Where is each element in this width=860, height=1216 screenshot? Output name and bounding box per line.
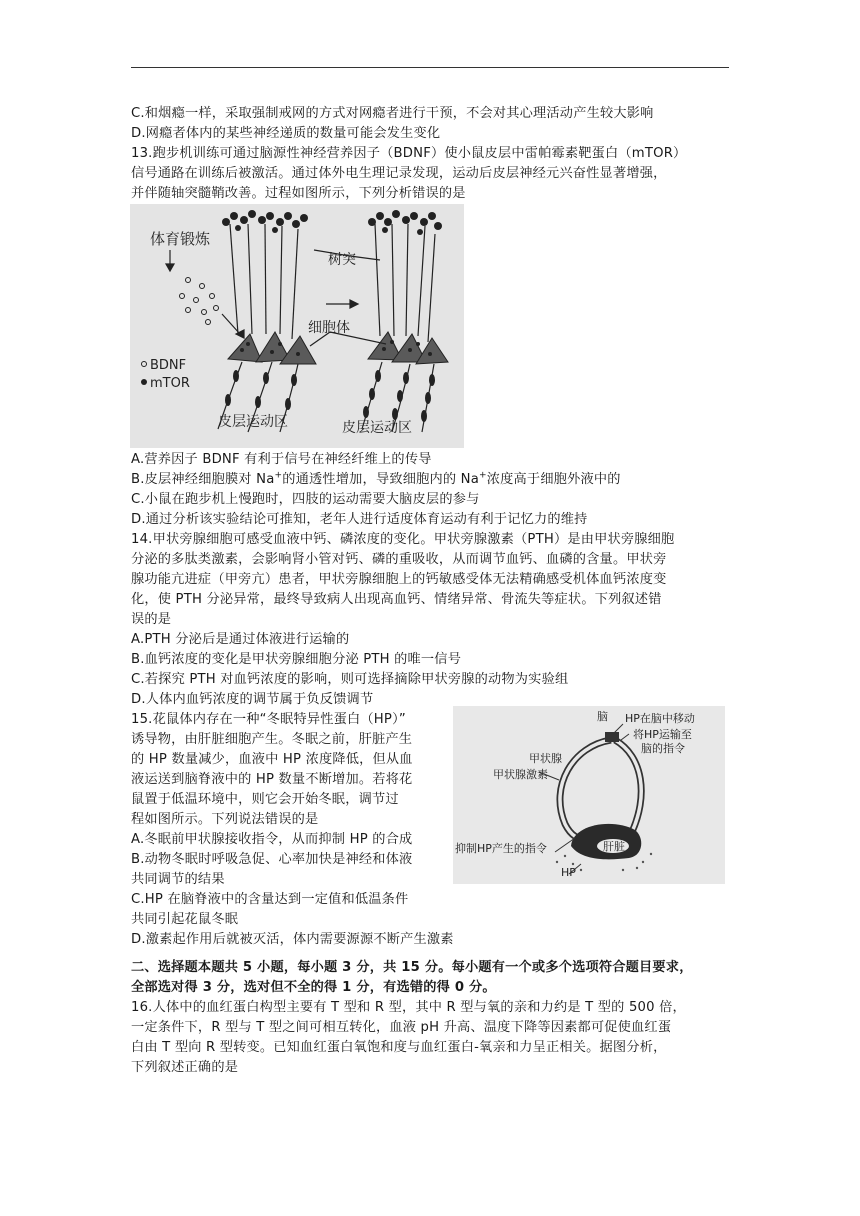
label-inhibit: 抑制HP产生的指令 bbox=[455, 842, 547, 855]
q15-stem-line-5: 鼠置于低温环境中，则它会开始冬眠，调节过 bbox=[131, 792, 399, 807]
label-dendrite: 树突 bbox=[328, 252, 356, 268]
section-2-heading-line-1: 二、选择题本题共 5 小题，每小题 3 分，共 15 分。每小题有一个或多个选项符合题目要求， bbox=[131, 960, 693, 975]
label-brain: 脑 bbox=[597, 710, 608, 723]
label-transport-2: 脑的指令 bbox=[641, 742, 685, 755]
q15-option-b-cont: 共同调节的结果 bbox=[131, 872, 225, 887]
q15-option-c-cont: 共同引起花鼠冬眠 bbox=[131, 912, 239, 927]
figure-neuron-exercise bbox=[130, 204, 464, 448]
q14-stem-line-1: 14.甲状旁腺细胞可感受血液中钙、磷浓度的变化。甲状旁腺激素（PTH）是由甲状旁腺细胞 bbox=[131, 532, 675, 547]
q15-option-b: B.动物冬眠时呼吸急促、心率加快是神经和体液 bbox=[131, 852, 413, 867]
legend-mtor: mTOR bbox=[150, 376, 190, 391]
q15-stem-line-3: 的 HP 数量减少，血液中 HP 浓度降低，但从血 bbox=[131, 752, 413, 767]
figure-hibernation-regulation bbox=[453, 706, 725, 884]
section-2-heading-line-2: 全部选对得 3 分，选对但不全的得 1 分，有选错的得 0 分。 bbox=[131, 980, 496, 995]
q13-option-c: C.小鼠在跑步机上慢跑时，四肢的运动需要大脑皮层的参与 bbox=[131, 492, 480, 507]
q15-stem-line-2: 诱导物，由肝脏细胞产生。冬眠之前，肝脏产生 bbox=[131, 732, 413, 747]
q13-option-d: D.通过分析该实验结论可推知，老年人进行适度体育运动有利于记忆力的维持 bbox=[131, 512, 588, 527]
q13-stem-line-1: 13.跑步机训练可通过脑源性神经营养因子（BDNF）使小鼠皮层中雷帕霉素靶蛋白（mTOR） bbox=[131, 146, 687, 161]
q14-option-b: B.血钙浓度的变化是甲状旁腺细胞分泌 PTH 的唯一信号 bbox=[131, 652, 462, 667]
q16-stem-line-3: 白由 T 型向 R 型转变。已知血红蛋白氧饱和度与血红蛋白-氧亲和力呈正相关。据图分析， bbox=[131, 1040, 667, 1055]
q15-option-d: D.激素起作用后就被灭活，体内需要源源不断产生激素 bbox=[131, 932, 454, 947]
q16-stem-line-2: 一定条件下，R 型与 T 型之间可相互转化，血液 pH 升高、温度下降等因素都可促使血红蛋 bbox=[131, 1020, 672, 1035]
q12-option-d: D.网瘾者体内的某些神经递质的数量可能会发生变化 bbox=[131, 126, 441, 141]
legend-bdnf: BDNF bbox=[150, 358, 187, 373]
q14-option-a: A.PTH 分泌后是通过体液进行运输的 bbox=[131, 632, 350, 647]
label-thyroid-hormone: 甲状腺激素 bbox=[493, 768, 548, 781]
label-hp: HP bbox=[561, 866, 576, 879]
q13-stem-line-2: 信号通路在训练后被激活。通过体外电生理记录发现，运动后皮层神经元兴奋性显著增强， bbox=[131, 166, 667, 181]
label-exercise: 体育锻炼 bbox=[150, 230, 211, 248]
q13-option-a: A.营养因子 BDNF 有利于信号在神经纤维上的传导 bbox=[131, 452, 432, 467]
q14-option-d: D.人体内血钙浓度的调节属于负反馈调节 bbox=[131, 692, 374, 707]
label-thyroid: 甲状腺 bbox=[529, 752, 562, 765]
q15-stem-line-4: 液运送到脑脊液中的 HP 数量不断增加。若将花 bbox=[131, 772, 413, 787]
q15-option-c: C.HP 在脑脊液中的含量达到一定值和低温条件 bbox=[131, 892, 409, 907]
header-rule bbox=[131, 67, 729, 68]
q16-stem-line-1: 16.人体中的血红蛋白构型主要有 T 型和 R 型，其中 R 型与氧的亲和力约是 T 型的 500 倍， bbox=[131, 1000, 686, 1015]
q15-option-a: A.冬眠前甲状腺接收指令，从而抑制 HP 的合成 bbox=[131, 832, 413, 847]
q15-stem-line-6: 程如图所示。下列说法错误的是 bbox=[131, 812, 319, 827]
q14-stem-line-4: 化，使 PTH 分泌异常，最终导致病人出现高血钙、情绪异常、骨流失等症状。下列叙述错 bbox=[131, 592, 662, 607]
q14-option-c: C.若探究 PTH 对血钙浓度的影响，则可选择摘除甲状旁腺的动物为实验组 bbox=[131, 672, 569, 687]
q16-stem-line-4: 下列叙述正确的是 bbox=[131, 1060, 239, 1075]
q15-stem-line-1: 15.花鼠体内存在一种“冬眠特异性蛋白（HP）” bbox=[131, 712, 406, 727]
q13-option-b: B.皮层神经细胞膜对 Na+的通透性增加，导致细胞内的 Na+浓度高于细胞外液中的 bbox=[131, 470, 621, 487]
label-transport-1: 将HP运输至 bbox=[633, 728, 692, 741]
label-cortex-left: 皮层运动区 bbox=[218, 414, 288, 430]
q13-stem-line-3: 并伴随轴突髓鞘改善。过程如图所示，下列分析错误的是 bbox=[131, 186, 466, 201]
q14-stem-line-3: 腺功能亢进症（甲旁亢）患者，甲状旁腺细胞上的钙敏感受体无法精确感受机体血钙浓度变 bbox=[131, 572, 667, 587]
q12-option-c: C.和烟瘾一样，采取强制戒网的方式对网瘾者进行干预，不会对其心理活动产生较大影响 bbox=[131, 106, 654, 121]
label-liver: 肝脏 bbox=[603, 840, 625, 853]
q14-stem-line-2: 分泌的多肽类激素，会影响肾小管对钙、磷的重吸收，从而调节血钙、血磷的含量。甲状旁 bbox=[131, 552, 667, 567]
q14-stem-line-5: 误的是 bbox=[131, 612, 172, 627]
label-hp-move: HP在脑中移动 bbox=[625, 712, 695, 725]
label-cortex-right: 皮层运动区 bbox=[342, 420, 412, 436]
label-soma: 细胞体 bbox=[308, 320, 350, 336]
